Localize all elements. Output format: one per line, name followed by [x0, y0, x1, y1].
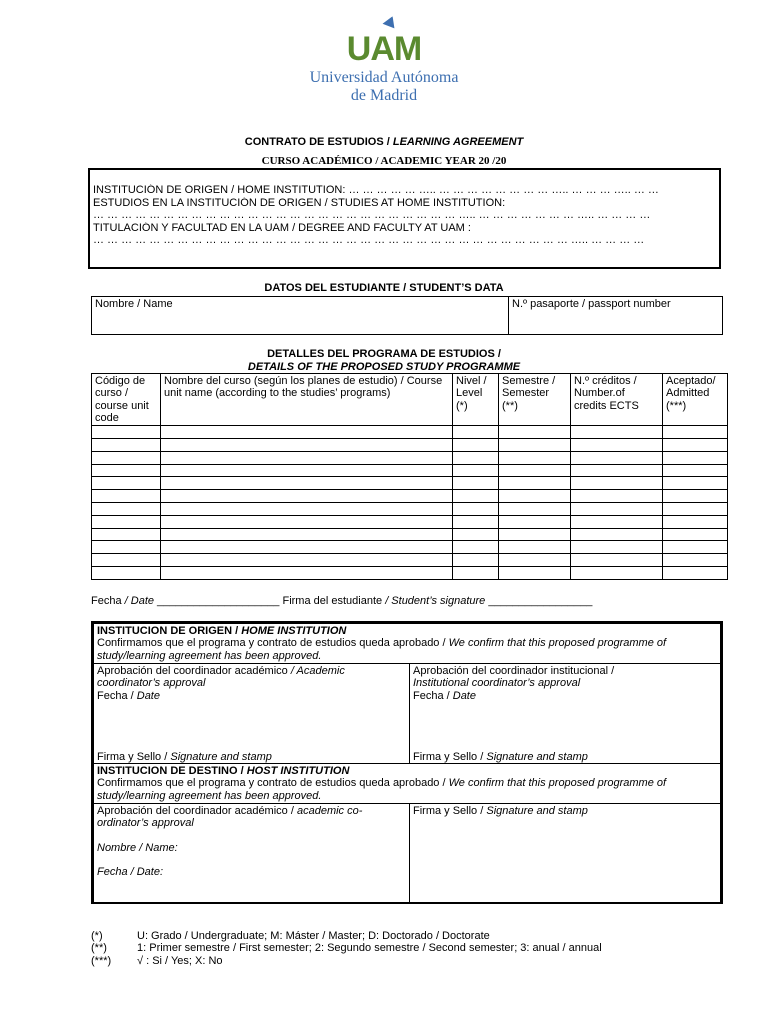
col-level: Nivel / Level (*): [453, 374, 499, 426]
institution-box: [88, 168, 721, 269]
table-row[interactable]: [92, 502, 728, 515]
uam-degree-label: TITULACIÓN Y FACULTAD EN LA UAM / DEGREE AND FACULTY AT UAM :: [93, 221, 471, 234]
home-institution-line[interactable]: INSTITUCIÓN DE ORIGEN / HOME INSTITUTION: … … … … … ….. … … … … … … … … ….. … … … ….. … …: [93, 184, 659, 196]
table-row[interactable]: [92, 451, 728, 464]
table-row[interactable]: [92, 464, 728, 477]
table-row[interactable]: [92, 528, 728, 541]
programme-table: [91, 373, 728, 580]
logo-mark: UAM: [347, 30, 421, 69]
programme-heading: DETALLES DEL PROGRAMA DE ESTUDIOS / DETAILS OF THE PROPOSED STUDY PROGRAMME: [247, 348, 521, 373]
logo-line-2: de Madrid: [350, 86, 418, 104]
student-name-field[interactable]: Nombre / Name: [92, 297, 509, 335]
table-row[interactable]: [92, 490, 728, 503]
programme-header-row: [92, 374, 728, 426]
student-data-table: [91, 296, 723, 335]
student-signature-line[interactable]: Fecha / Date ____________________ Firma del estudiante / Student’s signature _________________: [91, 595, 593, 607]
host-signature-stamp[interactable]: Firma y Sello / Signature and stamp: [410, 804, 721, 903]
col-admitted: Aceptado/ Admitted (***): [663, 374, 728, 426]
table-row[interactable]: [92, 438, 728, 451]
col-semester: Semestre / Semester (**): [499, 374, 571, 426]
uam-degree-line[interactable]: … … … … … … … … … … … … … … … … … … … … … … … … … … … … … … … … … … ….. … … … …: [93, 234, 645, 246]
footnotes: [91, 930, 602, 967]
col-credits: N.º créditos / Number.of credits ECTS: [571, 374, 663, 426]
home-institution-section: INSTITUCION DE ORIGEN / HOME INSTITUTION Confirmamos que el programa y contrato de estudios queda aprobado / We confirm that this proposed programme of study/learning agreement has been approved.: [94, 624, 721, 664]
home-institutional-approval[interactable]: Aprobación del coordinador institucional / Institutional coordinator’s approval Fecha / Date Firma y Sello / Signature and stamp: [410, 664, 721, 764]
host-academic-approval[interactable]: Aprobación del coordinador académico / academic co-ordinator’s approval Nombre / Name: Fecha / Date:: [94, 804, 410, 903]
approval-block: [91, 621, 723, 904]
home-academic-approval[interactable]: Aprobación del coordinador académico / Academic coordinator’s approval Fecha / Date Firma y Sello / Signature and stamp: [94, 664, 410, 764]
col-code: Código de curso / course unit code: [92, 374, 161, 426]
home-studies-line[interactable]: … … … … … … … … … … … … … … … … … … … … … … … … … … ….. … … … … … … … ….. … … … …: [93, 209, 651, 221]
uam-logo: [0, 30, 768, 104]
passport-field[interactable]: N.º pasaporte / passport number: [509, 297, 723, 335]
footnote-admitted: (***) √ : Si / Yes; X: No: [91, 954, 223, 967]
home-studies-label: ESTUDIOS EN LA INSTITUCIÓN DE ORIGEN / STUDIES AT HOME INSTITUTION:: [93, 196, 506, 209]
host-institution-section: INSTITUCION DE DESTINO / HOST INSTITUTION Confirmamos que el programa y contrato de estudios queda aprobado / We confirm that this proposed programme of study/learning agreement has been approved.: [94, 764, 721, 804]
document-title: CONTRATO DE ESTUDIOS / LEARNING AGREEMENT: [244, 136, 524, 148]
academic-year: CURSO ACADÉMICO / ACADEMIC YEAR 20 /20: [261, 155, 507, 167]
student-data-heading: DATOS DEL ESTUDIANTE / STUDENT’S DATA: [264, 282, 504, 294]
table-row[interactable]: [92, 566, 728, 579]
col-course-name: Nombre del curso (según los planes de estudio) / Course unit name (according to the studies’ programs): [161, 374, 453, 426]
table-row[interactable]: [92, 477, 728, 490]
logo-line-1: Universidad Autónoma: [309, 69, 459, 87]
footnote-level: (*) U: Grado / Undergraduate; M: Máster / Master; D: Doctorado / Doctorate: [91, 930, 490, 942]
table-row[interactable]: [92, 515, 728, 528]
table-row[interactable]: [92, 541, 728, 554]
table-row[interactable]: [92, 554, 728, 567]
footnote-semester: (**) 1: Primer semestre / First semester; 2: Segundo semestre / Second semester; 3: anual / annual: [91, 942, 602, 955]
table-row[interactable]: [92, 426, 728, 439]
